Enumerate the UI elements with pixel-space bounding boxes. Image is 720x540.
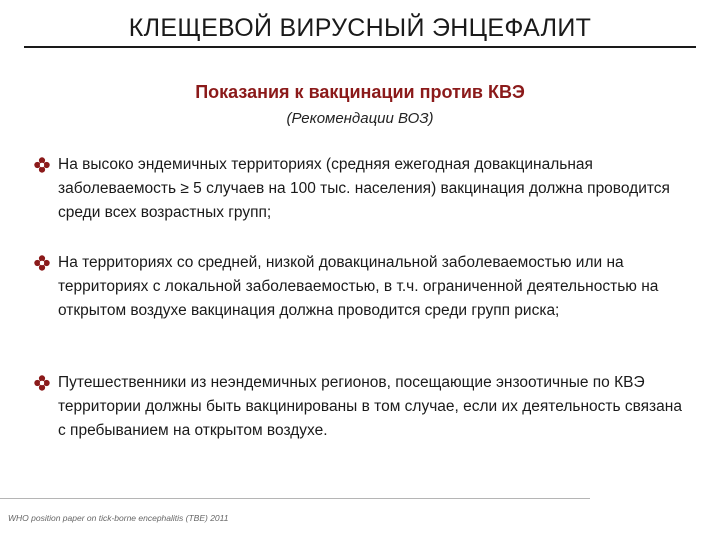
bullet-text: На высоко эндемичных территориях (средняя ежегодная довакцинальная заболеваемость ≥ 5 случаев на 100 тыс. населения) вакцинация должна проводится среди всех возрастных групп; (58, 156, 670, 221)
bullet-text: На территориях со средней, низкой довакцинальной заболеваемостью или на территориях с локальной заболеваемостью, в т.ч. ограниченной деятельностью на открытом воздухе вакцинация должна проводится среди групп риска; (58, 254, 659, 319)
bullet-item (34, 371, 684, 443)
footer-divider (0, 498, 590, 499)
title-divider (24, 46, 696, 48)
page-title: КЛЕЩЕВОЙ ВИРУСНЫЙ ЭНЦЕФАЛИТ (128, 14, 592, 42)
slide-subtitle: Показания к вакцинации против КВЭ (195, 82, 525, 102)
diamond-clover-bullet-icon (34, 255, 50, 271)
diamond-clover-bullet-icon (34, 157, 50, 173)
subtitle-note: (Рекомендации ВОЗ) (286, 110, 434, 127)
bullet-text: Путешественники из неэндемичных регионов, посещающие энзоотичные по КВЭ территории должны быть вакцинированы в том случае, если их деятельность связана с пребыванием на открытом воздухе. (58, 374, 682, 439)
diamond-clover-bullet-icon (34, 375, 50, 391)
bullet-item (34, 251, 684, 323)
footer-citation: WHO position paper on tick-borne encephalitis (TBE) 2011 (8, 513, 229, 523)
bullet-item (34, 153, 684, 225)
